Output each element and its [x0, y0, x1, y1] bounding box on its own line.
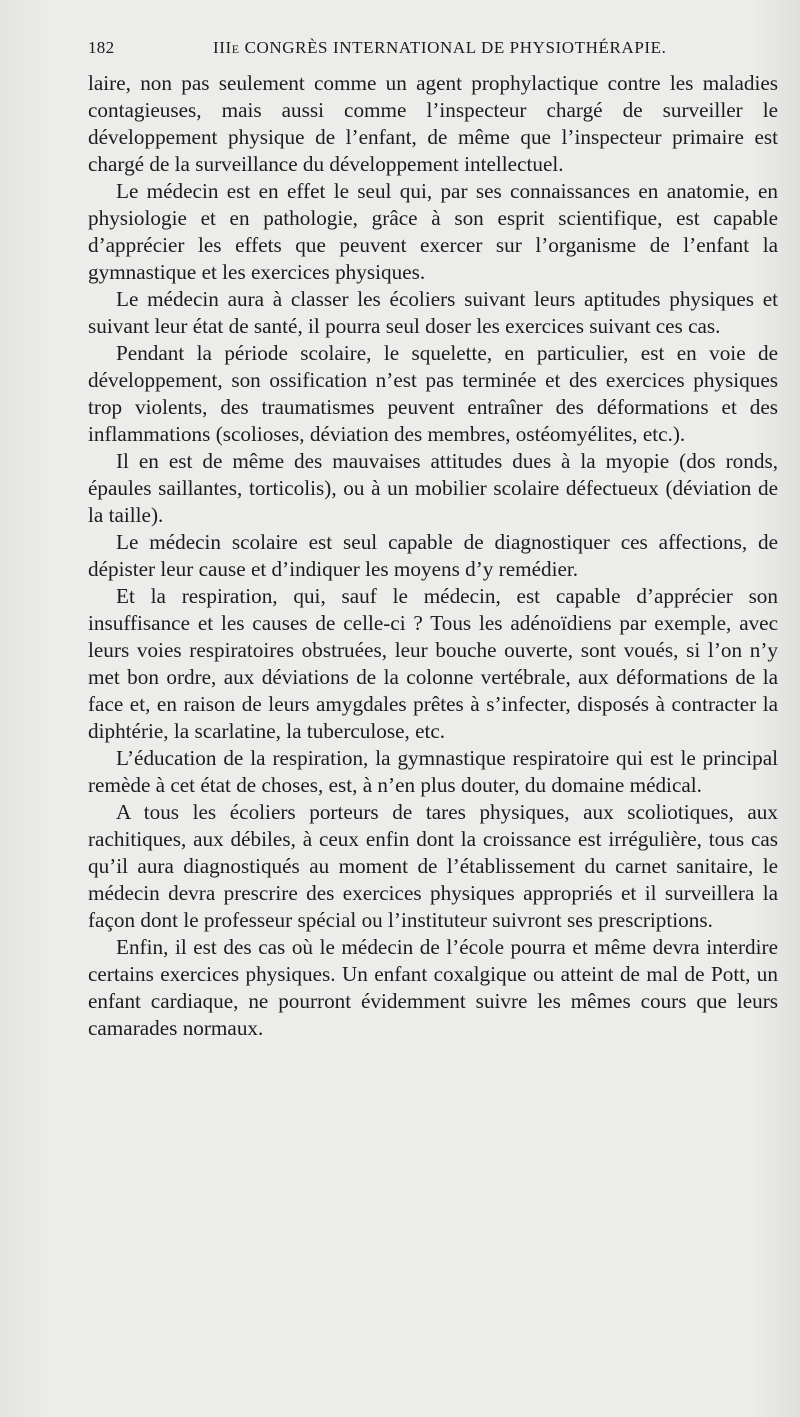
- paragraph: Pendant la période scolaire, le squelette, en particulier, est en voie de développement, son ossification n’est pas terminée et des exercices physiques trop violents, des traumatismes peuvent entraîner des déformations et des inflammations (scolioses, déviation des membres, ostéomyélites, etc.).: [88, 341, 778, 446]
- paragraph: Enfin, il est des cas où le médecin de l’école pourra et même devra interdire certains exercices physiques. Un enfant coxalgique ou atteint de mal de Pott, un enfant cardiaque, ne pourront évidemment suivre les mêmes cours que leurs camarades normaux.: [88, 935, 778, 1040]
- paragraph: L’éducation de la respiration, la gymnastique respiratoire qui est le principal remède à cet état de choses, est, à n’en plus douter, du domaine médical.: [88, 746, 778, 797]
- body-text: [88, 70, 778, 1042]
- page-number: 182: [88, 38, 115, 57]
- paragraph: Le médecin est en effet le seul qui, par ses connaissances en anatomie, en physiologie et en pathologie, grâce à son esprit scientifique, est capable d’apprécier les effets que peuvent exercer sur l’organisme de l’enfant la gymnastique et les exercices physiques.: [88, 179, 778, 284]
- paragraph-continuation: laire, non pas seulement comme un agent prophylactique contre les maladies contagieuses, mais aussi comme l’inspecteur chargé de surveiller le développement physique de l’enfant, de même que l’inspecteur primaire est chargé de la surveillance du développement intellectuel.: [88, 71, 778, 176]
- paragraph: A tous les écoliers porteurs de tares physiques, aux scoliotiques, aux rachitiques, aux débiles, à ceux enfin dont la croissance est irrégulière, tous cas qu’il aura diagnostiqués au moment de l’établissement du carnet sanitaire, le médecin devra prescrire des exercices physiques appropriés et il surveillera la façon dont le professeur spécial ou l’instituteur suivront ses prescriptions.: [88, 800, 778, 932]
- running-title: IIIe CONGRÈS INTERNATIONAL DE PHYSIOTHÉRAPIE.: [213, 38, 667, 57]
- paragraph: Le médecin aura à classer les écoliers suivant leurs aptitudes physiques et suivant leur état de santé, il pourra seul doser les exercices suivant ces cas.: [88, 287, 778, 338]
- paragraph: Il en est de même des mauvaises attitudes dues à la myopie (dos ronds, épaules saillantes, torticolis), ou à un mobilier scolaire défectueux (déviation de la taille).: [88, 449, 778, 527]
- paragraph: Le médecin scolaire est seul capable de diagnostiquer ces affections, de dépister leur cause et d’indiquer les moyens d’y remédier.: [88, 530, 778, 581]
- paragraph: Et la respiration, qui, sauf le médecin, est capable d’apprécier son insuffisance et les causes de celle-ci ? Tous les adénoïdiens par exemple, avec leurs voies respiratoires obstruées, leur bouche ouverte, sont voués, si l’on n’y met bon ordre, aux déviations de la colonne vertébrale, aux déformations de la face et, en raison de leurs amygdales prêtes à s’infecter, disposés à contracter la diphtérie, la scarlatine, la tuberculose, etc.: [88, 584, 778, 743]
- page-header: [88, 38, 778, 68]
